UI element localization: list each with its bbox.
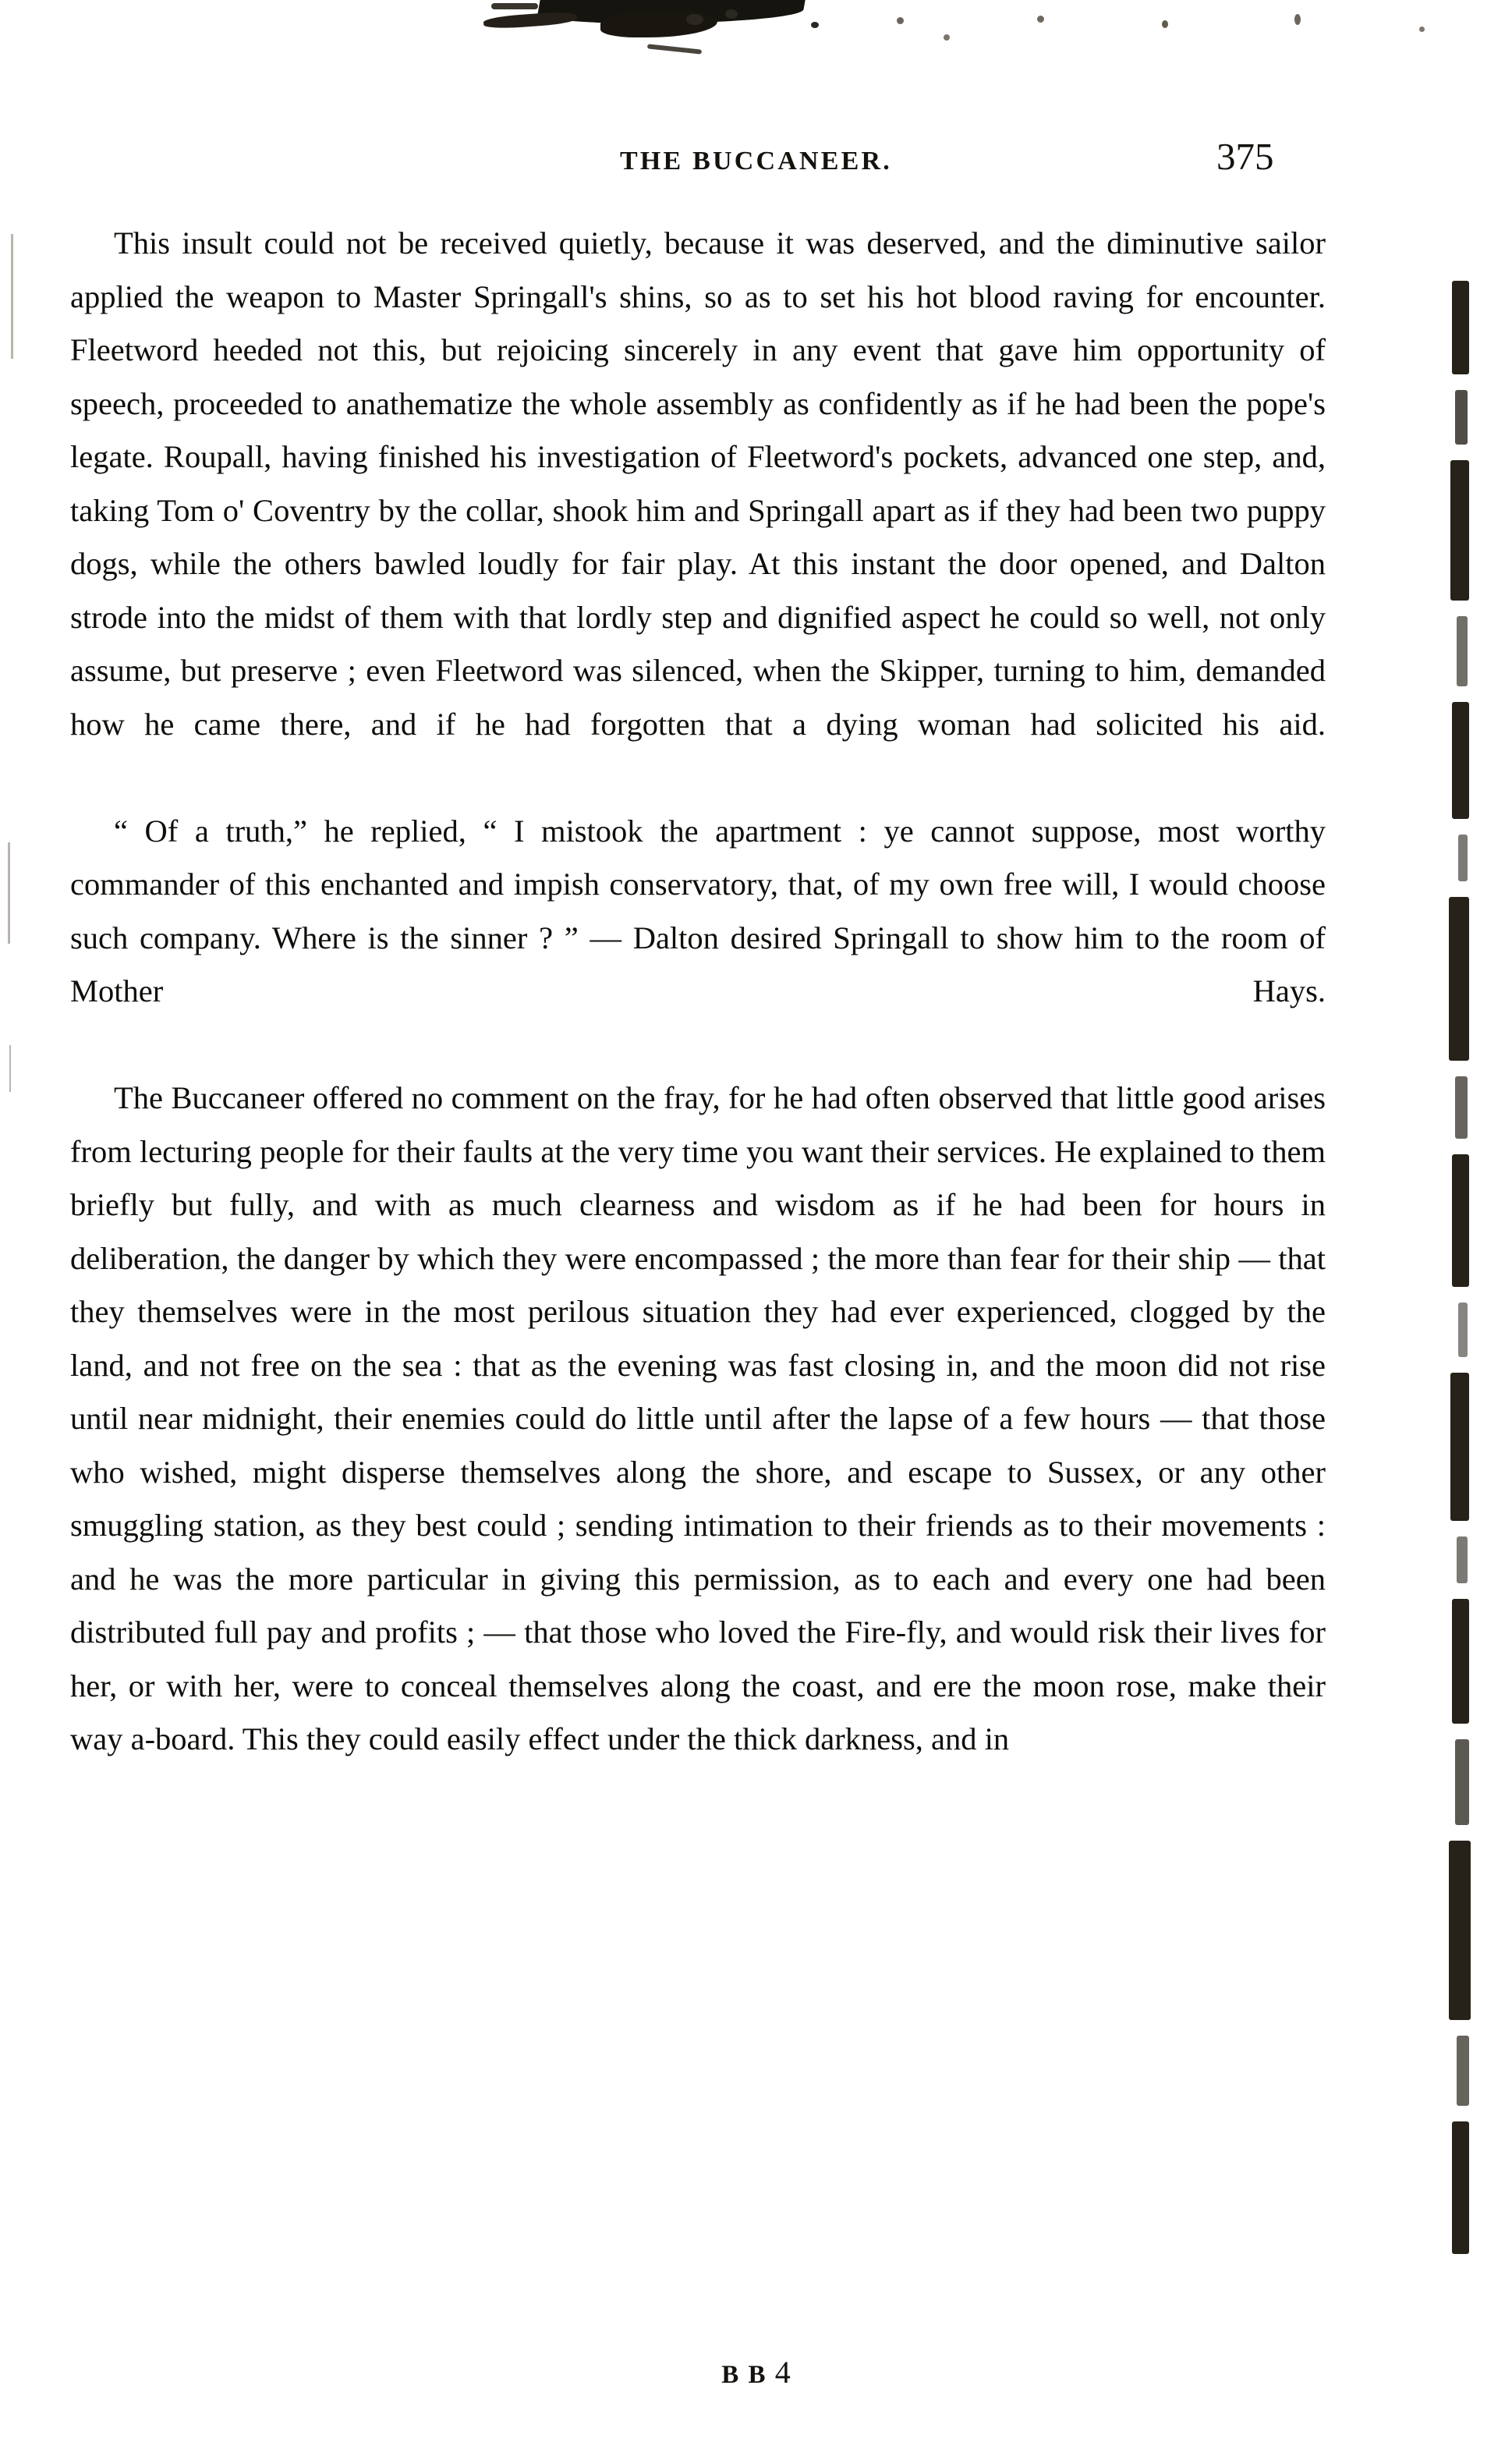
paragraph: “ Of a truth,” he replied, “ I mistook the apartment : ye cannot suppose, most worthy commander of this enchanted and impish conservatory, that, of my own free will, I would choose such company. Where is the sinner ? ” — Dalton desired Springall to show him to the room of Mother Hays. (70, 813, 1326, 1008)
running-head-title: THE BUCCANEER. (620, 147, 892, 175)
ink-speck (647, 44, 702, 54)
ink-smudge (483, 11, 578, 30)
ink-speck (686, 14, 703, 25)
ink-speck (897, 17, 904, 24)
ink-speck (1294, 14, 1301, 25)
ink-speck (944, 34, 950, 41)
ink-speck (811, 22, 819, 28)
signature-letters: B B (721, 2361, 767, 2389)
page-gutter-mark (9, 1045, 11, 1092)
ink-smudge (536, 0, 805, 23)
signature-mark (0, 2354, 1512, 2391)
signature-number: 4 (774, 2355, 791, 2390)
ink-speck (1419, 27, 1425, 32)
page-gutter-mark (11, 234, 13, 359)
paragraph: The Buccaneer offered no comment on the fray, for he had often observed that little good arises from lecturing people for their faults at the very time you want their services. He explained to them briefly but fully, and with as much clearness and wisdom as if he had been for hours in deliberation, the danger by which they were encompassed ; the more than fear for their ship — that they themselves were in the most perilous situation they had ever experienced, clogged by the land, and not free on the sea : that as the evening was fast closing in, and the moon did not rise until near midnight, their enemies could do little until after the lapse of a few hours — that those who wished, might disperse themselves along the shore, and escape to Sussex, or any other smuggling station, as they best could ; sending intimation to their friends as to their movements : and he was the more particular in giving this permission, as to each and every one had been distributed full pay and profits ; — that those who loved the Fire-fly, and would risk their lives for her, or with her, were to conceal themselves along the coast, and ere the moon rose, make their way a-board. This they could easily effect under the thick darkness, and in (70, 1080, 1326, 1756)
ink-smudge (600, 11, 717, 37)
scan-artifact-right-edge (1447, 281, 1474, 2254)
ink-speck (491, 3, 538, 9)
ink-speck (725, 9, 738, 19)
paragraph: This insult could not be received quietly, because it was deserved, and the diminutive sailor applied the weapon to Master Springall's shins, so as to set his hot blood raving for encounter. Fleetword heeded not this, but rejoicing sincerely in any event that gave him opportunity of speech, proceeded to anathematize the whole assembly as confidently as if he had been the pope's legate. Roupall, having finished his investigation of Fleetword's pockets, advanced one step, and, taking Tom o' Coventry by the collar, shook him and Springall apart as if they had been two puppy dogs, while the others bawled loudly for fair play. At this instant the door opened, and Dalton strode into the midst of them with that lordly step and dignified aspect he could so well, not only assume, but preserve ; even Fleetword was silenced, when the Skipper, turning to him, demanded how he came there, and if he had forgotten that a dying woman had solicited his aid. (70, 225, 1326, 742)
page-body-text (70, 217, 1326, 1767)
ink-speck (1037, 16, 1044, 23)
page-number: 375 (1216, 135, 1274, 178)
ink-speck (1162, 20, 1168, 28)
page-gutter-mark (8, 842, 10, 944)
scan-artifact-top (0, 0, 1512, 67)
